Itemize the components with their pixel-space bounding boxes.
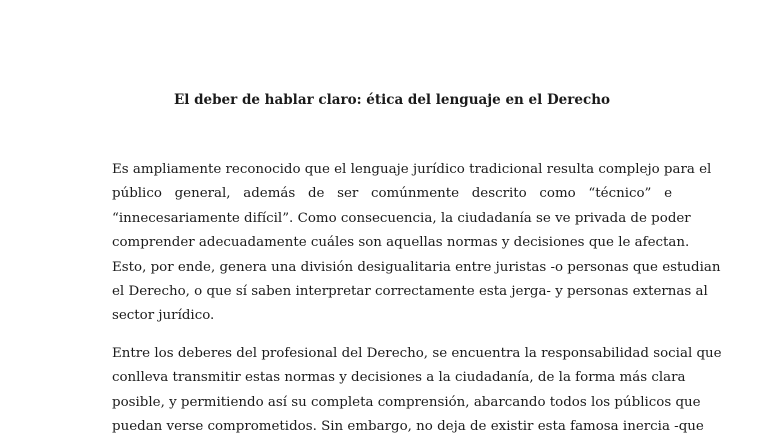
paragraph-1-line: “innecesariamente difícil”. Como consecuencia, la ciudadanía se ve privada de poder bbox=[112, 210, 691, 226]
paragraph-2-line: Entre los deberes del profesional del Derecho, se encuentra la responsabilidad social que bbox=[112, 346, 722, 361]
paragraph-1 bbox=[112, 158, 721, 329]
paragraph-2-line: posible, y permitiendo así su completa comprensión, abarcando todos los públicos que bbox=[112, 394, 701, 410]
paragraph-2-line: conlleva transmitir estas normas y decisiones a la ciudadanía, de la forma más clara bbox=[112, 370, 686, 386]
paragraph-1-line: Es ampliamente reconocido que el lenguaje jurídico tradicional resulta complejo para el bbox=[112, 162, 712, 177]
paragraph-2-line: puedan verse comprometidos. Sin embargo, no deja de existir esta famosa inercia -que bbox=[112, 419, 704, 435]
paragraph-1-line: Esto, por ende, genera una división desigualitaria entre juristas -o personas que estudian bbox=[112, 259, 721, 275]
document-title: El deber de hablar claro: ética del lenguaje en el Derecho bbox=[173, 92, 611, 108]
paragraph-2 bbox=[112, 342, 722, 440]
paragraph-1-line: comprender adecuadamente cuáles son aquellas normas y decisiones que le afectan. bbox=[112, 235, 690, 251]
paragraph-1-line: sector jurídico. bbox=[112, 308, 215, 324]
paragraph-1-line: público general, además de ser comúnmente descrito como “técnico” e bbox=[112, 186, 672, 202]
paragraph-1-line: el Derecho, o que sí saben interpretar correctamente esta jerga- y personas externas al bbox=[112, 284, 708, 300]
